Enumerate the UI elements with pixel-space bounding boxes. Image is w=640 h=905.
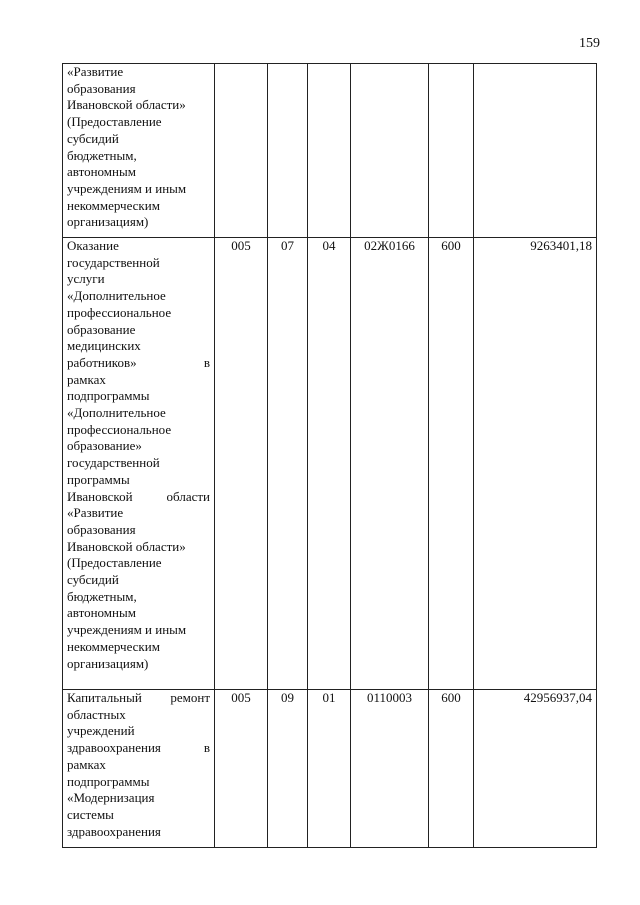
description-line: рамках [67,756,106,772]
description-line: автономным [67,605,136,621]
description-line: системы [67,806,114,822]
subsection-code-cell: 04 [308,238,351,690]
description-cell [63,64,215,238]
description-line: учреждений [67,723,135,739]
expense-type-cell [429,64,474,238]
description-line: автономным [67,164,136,180]
description-line: образования [67,80,136,96]
description-line: здравоохранения [67,823,161,839]
description-line: образования [67,521,136,537]
description-line: Оказание [67,238,119,253]
subsection-code-cell: 01 [308,690,351,848]
description-line: «Дополнительное [67,288,166,304]
expense-type-cell: 600 [429,690,474,848]
description-line: подпрограммы [67,773,150,789]
table-row [63,64,597,238]
description-cell [63,238,215,690]
description-line: организациям) [67,214,149,230]
section-code-cell [268,64,308,238]
description-line: профессиональное [67,421,172,437]
target-article-cell: 0110003 [351,690,429,848]
target-article-cell [351,64,429,238]
description-line: рамках [67,371,106,387]
description-line: бюджетным, [67,588,137,604]
section-code-cell: 09 [268,690,308,848]
description-line: «Дополнительное [67,405,166,421]
description-line: «Модернизация [67,790,155,806]
description-line: подпрограммы [67,388,150,404]
description-line: некоммерческим [67,638,160,654]
expense-type-cell: 600 [429,238,474,690]
ministry-code-cell: 005 [215,238,268,690]
subsection-code-cell [308,64,351,238]
description-line: организациям) [67,655,149,671]
description-line: программы [67,471,130,487]
description-line: услуги [67,271,105,287]
description-line: бюджетным, [67,147,137,163]
description-line: образование [67,321,136,337]
description-cell [63,690,215,848]
budget-table [62,63,597,848]
description-line: Ивановской области [67,488,210,504]
description-line: (Предоставление [67,555,162,571]
description-line: некоммерческим [67,197,160,213]
description-line: медицинских [67,338,141,354]
description-line: субсидий [67,130,119,146]
description-line: областных [67,706,126,722]
description-line: государственной [67,455,160,471]
description-line: работников» в [67,354,210,370]
description-line: Капитальный ремонт [67,690,210,705]
description-line: субсидий [67,572,119,588]
description-line: «Развитие [67,64,124,79]
ministry-code-cell [215,64,268,238]
description-line: учреждениям и иным [67,622,187,638]
description-line: учреждениям и иным [67,180,187,196]
target-article-cell: 02Ж0166 [351,238,429,690]
ministry-code-cell: 005 [215,690,268,848]
amount-cell: 9263401,18 [474,238,597,690]
description-line: профессиональное [67,304,172,320]
table-row [63,690,597,848]
description-line: Ивановской области» [67,97,186,113]
description-line: государственной [67,254,160,270]
page-number: 159 [579,36,600,51]
description-line: (Предоставление [67,114,162,130]
description-line: «Развитие [67,505,124,521]
table-row [63,238,597,690]
description-line: здравоохранения в [67,740,210,756]
description-line: Ивановской области» [67,538,186,554]
amount-cell [474,64,597,238]
section-code-cell: 07 [268,238,308,690]
amount-cell: 42956937,04 [474,690,597,848]
description-line: образование» [67,438,142,454]
